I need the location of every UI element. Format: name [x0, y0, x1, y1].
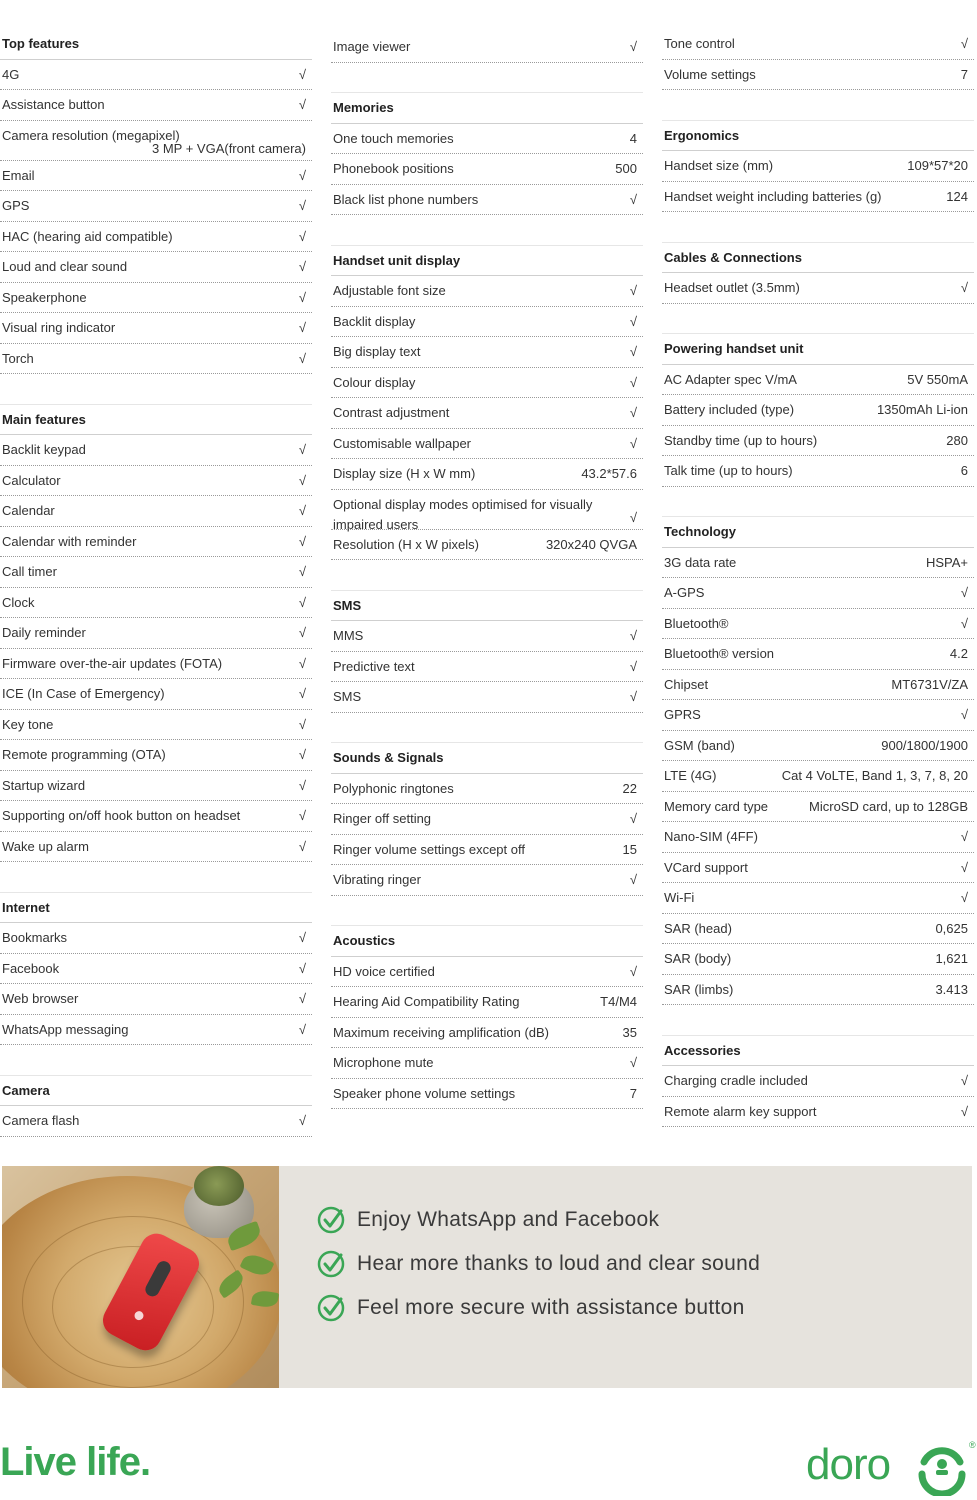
spec-value: HSPA+	[925, 554, 968, 570]
spec-value: √	[629, 689, 637, 704]
section-spacer	[0, 381, 312, 405]
spec-label: Phonebook positions	[333, 161, 454, 176]
section-spacer	[662, 311, 974, 335]
spec-row	[331, 466, 643, 490]
spec-row	[0, 564, 312, 588]
spec-label: Image viewer	[333, 39, 411, 54]
spec-row	[662, 402, 974, 426]
checkmark-icon	[317, 1250, 345, 1278]
spec-label: Call timer	[2, 564, 57, 579]
spec-row	[0, 473, 312, 497]
spec-value: √	[298, 960, 306, 976]
spec-row	[0, 67, 312, 91]
spec-label: Wake up alarm	[2, 838, 89, 854]
spec-row	[331, 537, 643, 561]
tagline: Live life.	[0, 1440, 151, 1484]
section-header	[0, 36, 312, 60]
spec-value: √	[298, 777, 306, 793]
spec-row	[662, 463, 974, 487]
spec-label: Black list phone numbers	[333, 191, 479, 207]
spec-label: Ringer off setting	[333, 811, 432, 826]
spec-label: 3G data rate	[664, 554, 737, 570]
section-header	[662, 524, 974, 548]
spec-row	[0, 839, 312, 863]
section-header	[0, 1083, 312, 1107]
spec-value: T4/M4	[600, 994, 637, 1009]
spec-label: Backlit display	[333, 313, 416, 329]
spec-label: Facebook	[2, 960, 60, 976]
spec-row	[662, 433, 974, 457]
doro-mark-icon	[914, 1440, 970, 1496]
spec-row	[331, 1086, 643, 1110]
spec-row	[662, 555, 974, 579]
spec-row	[662, 585, 974, 609]
spec-label: AC Adapter spec V/mA	[664, 371, 797, 387]
section-title: Sounds & Signals	[333, 750, 444, 765]
spec-row	[331, 39, 643, 63]
spec-value: 1,621	[935, 951, 968, 966]
spec-label: Handset weight including batteries (g)	[664, 188, 882, 204]
spec-row	[662, 951, 974, 975]
section-title: Memories	[333, 100, 394, 115]
spec-row	[331, 375, 643, 399]
spec-row	[331, 1025, 643, 1049]
spec-value: √	[298, 198, 306, 213]
spec-row	[0, 168, 312, 192]
spec-row	[662, 677, 974, 701]
spec-row	[331, 994, 643, 1018]
spec-row	[662, 860, 974, 884]
section-title: Accessories	[664, 1042, 741, 1058]
spec-value: √	[629, 811, 637, 826]
spec-row	[331, 811, 643, 835]
spec-row	[0, 97, 312, 121]
spec-label: Volume settings	[664, 66, 756, 82]
spec-value: √	[629, 405, 637, 420]
spec-value: MT6731V/ZA	[891, 676, 968, 692]
spec-row	[331, 283, 643, 307]
spec-label: Nano-SIM (4FF)	[664, 829, 758, 844]
phone-logo	[133, 1310, 145, 1322]
spec-value: √	[960, 615, 968, 631]
spec-row	[331, 405, 643, 429]
benefit-text: Enjoy WhatsApp and Facebook	[357, 1208, 660, 1231]
spec-label: Assistance button	[2, 97, 105, 112]
spec-value: √	[298, 564, 306, 579]
product-photo	[2, 1166, 279, 1388]
spec-value: 124	[946, 188, 968, 204]
spec-row	[0, 808, 312, 832]
spec-value: √	[960, 707, 968, 722]
spec-label: Customisable wallpaper	[333, 435, 472, 451]
section-header	[331, 750, 643, 774]
spec-value: 1350mAh Li-ion	[876, 402, 968, 417]
spec-label: Adjustable font size	[333, 283, 446, 298]
spec-label: WhatsApp messaging	[2, 1021, 129, 1037]
spec-value: 22	[622, 780, 637, 796]
spec-label: Supporting on/off hook button on headset	[2, 808, 241, 823]
spec-value: √	[298, 503, 306, 518]
spec-row	[0, 442, 312, 466]
spec-value: √	[298, 991, 306, 1006]
brand-wordmark: doro	[806, 1440, 891, 1489]
spec-value: √	[629, 283, 637, 298]
spec-value: √	[298, 167, 306, 183]
spec-row	[662, 280, 974, 304]
spec-value: √	[298, 289, 306, 305]
spec-label: Backlit keypad	[2, 442, 86, 457]
spec-label: Web browser	[2, 991, 79, 1006]
spec-row	[662, 890, 974, 914]
spec-label: Colour display	[333, 374, 416, 390]
spec-label: GPS	[2, 198, 30, 213]
spec-row	[331, 314, 643, 338]
spec-value: √	[298, 442, 306, 457]
spec-label: Speakerphone	[2, 289, 87, 305]
spec-label: Camera flash	[2, 1113, 80, 1128]
spec-row	[662, 829, 974, 853]
spec-label: VCard support	[664, 859, 748, 875]
spec-row	[0, 595, 312, 619]
spec-value: √	[629, 374, 637, 390]
spec-value: √	[629, 313, 637, 329]
spec-row	[662, 158, 974, 182]
spec-label: Speaker phone volume settings	[333, 1085, 516, 1101]
spec-row	[331, 192, 643, 216]
spec-row	[0, 503, 312, 527]
spec-row	[662, 189, 974, 213]
spec-label-continued: impaired users	[333, 516, 419, 532]
spec-value: √	[629, 963, 637, 979]
section-spacer	[331, 222, 643, 246]
spec-value: √	[960, 859, 968, 875]
feature-banner	[2, 1166, 972, 1388]
spec-value: √	[629, 628, 637, 643]
spec-row	[662, 799, 974, 823]
section-header	[662, 341, 974, 365]
section-title: Technology	[664, 524, 736, 539]
spec-label: Calculator	[2, 472, 61, 488]
spec-value: 280	[946, 432, 968, 448]
spec-value: √	[298, 66, 306, 82]
spec-value: √	[298, 259, 306, 274]
spec-value: √	[629, 435, 637, 451]
spec-value: 3.413	[935, 981, 968, 997]
spec-row	[0, 290, 312, 314]
spec-label: SAR (head)	[664, 920, 732, 936]
spec-row	[0, 1022, 312, 1046]
spec-value: √	[960, 36, 968, 51]
spec-row	[331, 659, 643, 683]
section-header	[662, 250, 974, 274]
spec-row	[331, 842, 643, 866]
section-spacer	[662, 494, 974, 518]
section-spacer	[331, 567, 643, 591]
section-header	[662, 128, 974, 152]
section-title: Ergonomics	[664, 127, 740, 143]
registered-mark: ®	[969, 1440, 976, 1450]
spec-label: Display size (H x W mm)	[333, 466, 476, 481]
spec-label: Email	[2, 167, 35, 183]
spec-value: Cat 4 VoLTE, Band 1, 3, 7, 8, 20	[781, 768, 968, 783]
spec-row	[662, 738, 974, 762]
spec-value: 500	[615, 161, 637, 176]
spec-label: Clock	[2, 594, 35, 610]
spec-value: √	[629, 191, 637, 207]
spec-value: 0,625	[935, 920, 968, 936]
spec-label: HD voice certified	[333, 963, 435, 979]
spec-row	[0, 229, 312, 253]
spec-row	[331, 131, 643, 155]
spec-value: √	[298, 228, 306, 244]
section-title: Acoustics	[333, 933, 396, 948]
spec-label: Key tone	[2, 716, 54, 732]
spec-value: √	[298, 594, 306, 610]
spec-row	[331, 781, 643, 805]
spec-row	[662, 707, 974, 731]
spec-row	[0, 991, 312, 1015]
phone-camera	[143, 1259, 173, 1299]
spec-row	[0, 534, 312, 558]
spec-value: √	[298, 747, 306, 762]
section-header	[331, 933, 643, 957]
spec-label: SMS	[333, 689, 362, 704]
spec-label: Startup wizard	[2, 777, 86, 793]
spec-label: Standby time (up to hours)	[664, 432, 818, 448]
spec-value: 35	[622, 1024, 637, 1040]
spec-row	[662, 921, 974, 945]
spec-value: 4.2	[949, 646, 968, 661]
section-spacer	[0, 1052, 312, 1076]
section-header	[331, 100, 643, 124]
checkmark-icon	[317, 1206, 345, 1234]
spec-label: SAR (body)	[664, 951, 732, 966]
spec-row	[0, 686, 312, 710]
section-header	[0, 412, 312, 436]
spec-value: √	[960, 280, 968, 295]
spec-value: √	[629, 39, 637, 54]
spec-value: √	[629, 872, 637, 887]
spec-label: Handset size (mm)	[664, 158, 774, 173]
spec-row	[662, 36, 974, 60]
section-spacer	[331, 720, 643, 744]
spec-label: Wi-Fi	[664, 890, 695, 905]
spec-label: Bluetooth® version	[664, 646, 775, 661]
spec-value: √	[960, 1073, 968, 1088]
spec-row	[0, 717, 312, 741]
spec-row	[0, 198, 312, 222]
section-spacer	[662, 1012, 974, 1036]
brand-logo	[806, 1440, 976, 1500]
section-title: Powering handset unit	[664, 341, 804, 356]
section-title: Main features	[2, 411, 86, 427]
spec-label: Maximum receiving amplification (dB)	[333, 1024, 550, 1040]
spec-value: 43.2*57.6	[581, 466, 637, 481]
section-spacer	[662, 97, 974, 121]
spec-label: 4G	[2, 66, 20, 82]
spec-value: MicroSD card, up to 128GB	[809, 798, 968, 814]
spec-label: HAC (hearing aid compatible)	[2, 228, 173, 244]
spec-value: √	[298, 930, 306, 945]
spec-label: Resolution (H x W pixels)	[333, 536, 479, 552]
spec-label: Microphone mute	[333, 1055, 434, 1070]
spec-row	[331, 497, 643, 530]
spec-row	[0, 625, 312, 649]
spec-value: √	[298, 716, 306, 732]
spec-label: ICE (In Case of Emergency)	[2, 686, 165, 701]
section-header	[331, 253, 643, 277]
spec-value: √	[298, 808, 306, 823]
spec-row	[331, 1055, 643, 1079]
section-header	[0, 900, 312, 924]
spec-row	[662, 646, 974, 670]
section-title: Internet	[2, 899, 50, 915]
spec-value: √	[629, 658, 637, 674]
spec-label: Calendar	[2, 503, 55, 518]
spec-label: Bookmarks	[2, 930, 68, 945]
spec-label: Talk time (up to hours)	[664, 463, 793, 478]
spec-row	[331, 689, 643, 713]
spec-label: Remote alarm key support	[664, 1103, 817, 1119]
spec-label: Daily reminder	[2, 625, 86, 640]
section-title: Camera	[2, 1082, 50, 1098]
spec-row	[0, 128, 312, 161]
spec-row	[662, 1104, 974, 1128]
benefit-text: Hear more thanks to loud and clear sound	[357, 1252, 761, 1275]
spec-row	[331, 872, 643, 896]
spec-value: √	[960, 585, 968, 600]
spec-row	[0, 1113, 312, 1137]
spec-label: Headset outlet (3.5mm)	[664, 280, 800, 295]
spec-row	[662, 982, 974, 1006]
spec-label: Battery included (type)	[664, 402, 795, 417]
checkmark-icon	[317, 1294, 345, 1322]
section-spacer	[0, 869, 312, 893]
spec-value: 900/1800/1900	[881, 737, 968, 753]
spec-label: Vibrating ringer	[333, 872, 421, 887]
section-title: SMS	[333, 597, 362, 613]
spec-value: √	[629, 1055, 637, 1070]
spec-row	[0, 351, 312, 375]
spec-value: √	[960, 1103, 968, 1119]
spec-row	[331, 436, 643, 460]
spec-value: 15	[622, 841, 637, 857]
spec-row	[0, 961, 312, 985]
spec-value: 320x240 QVGA	[545, 536, 637, 552]
spec-row	[662, 616, 974, 640]
spec-label: Predictive text	[333, 658, 415, 674]
spec-value: √	[629, 509, 637, 525]
spec-label: Big display text	[333, 344, 421, 359]
spec-value: √	[298, 472, 306, 488]
spec-label: Memory card type	[664, 798, 769, 814]
spec-label: Visual ring indicator	[2, 320, 116, 335]
spec-label: MMS	[333, 628, 364, 643]
spec-row	[0, 747, 312, 771]
spec-label: Calendar with reminder	[2, 533, 137, 549]
spec-value: √	[629, 344, 637, 359]
spec-label: Torch	[2, 350, 34, 366]
spec-row	[0, 320, 312, 344]
spec-value: √	[298, 1113, 306, 1128]
spec-label: Camera resolution (megapixel)	[2, 127, 180, 143]
spec-label: One touch memories	[333, 130, 454, 146]
spec-label: Tone control	[664, 36, 735, 51]
spec-label: Bluetooth®	[664, 615, 729, 631]
section-spacer	[662, 219, 974, 243]
spec-value: √	[298, 350, 306, 366]
spec-label: Polyphonic ringtones	[333, 780, 454, 796]
spec-row	[331, 964, 643, 988]
spec-label: Hearing Aid Compatibility Rating	[333, 994, 520, 1009]
spec-row	[0, 778, 312, 802]
section-title: Top features	[2, 36, 80, 51]
spec-row	[662, 67, 974, 91]
spec-label: SAR (limbs)	[664, 981, 734, 997]
section-header	[331, 598, 643, 622]
spec-label: Contrast adjustment	[333, 405, 450, 420]
spec-value: √	[298, 655, 306, 671]
spec-label: Charging cradle included	[664, 1073, 808, 1088]
spec-value: √	[298, 320, 306, 335]
cactus	[194, 1166, 244, 1206]
spec-label: Firmware over-the-air updates (FOTA)	[2, 655, 223, 671]
spec-label: Loud and clear sound	[2, 259, 128, 274]
spec-row	[331, 344, 643, 368]
spec-row	[0, 259, 312, 283]
spec-row	[331, 628, 643, 652]
spec-row	[662, 1073, 974, 1097]
spec-label: GSM (band)	[664, 737, 735, 753]
spec-row	[331, 161, 643, 185]
section-spacer	[331, 70, 643, 94]
section-header	[662, 1043, 974, 1067]
section-title: Handset unit display	[333, 252, 461, 268]
spec-row	[662, 372, 974, 396]
spec-value: 4	[629, 130, 637, 146]
spec-label: Remote programming (OTA)	[2, 747, 166, 762]
spec-label: Ringer volume settings except off	[333, 841, 525, 857]
spec-label: LTE (4G)	[664, 768, 717, 783]
benefit-text: Feel more secure with assistance button	[357, 1296, 745, 1319]
section-spacer	[331, 903, 643, 927]
spec-label: A-GPS	[664, 585, 705, 600]
spec-label: GPRS	[664, 707, 701, 722]
spec-row	[662, 768, 974, 792]
section-title: Cables & Connections	[664, 249, 802, 265]
spec-value: 7	[960, 66, 968, 82]
spec-row	[0, 656, 312, 680]
spec-row	[0, 930, 312, 954]
spec-value: 7	[629, 1085, 637, 1101]
spec-value: √	[298, 97, 306, 112]
spec-value: √	[298, 1021, 306, 1037]
spec-value: √	[960, 890, 968, 905]
spec-value: 109*57*20	[907, 158, 968, 173]
spec-value: √	[298, 533, 306, 549]
spec-label: Optional display modes optimised for visually	[333, 496, 593, 512]
spec-value: 3 MP + VGA(front camera)	[151, 140, 306, 156]
spec-label: Chipset	[664, 676, 709, 692]
spec-value: √	[298, 686, 306, 701]
spec-value: √	[298, 625, 306, 640]
spec-value: 6	[960, 463, 968, 478]
spec-value: √	[960, 829, 968, 844]
spec-value: 5V 550mA	[907, 371, 968, 387]
spec-value: √	[298, 838, 306, 854]
